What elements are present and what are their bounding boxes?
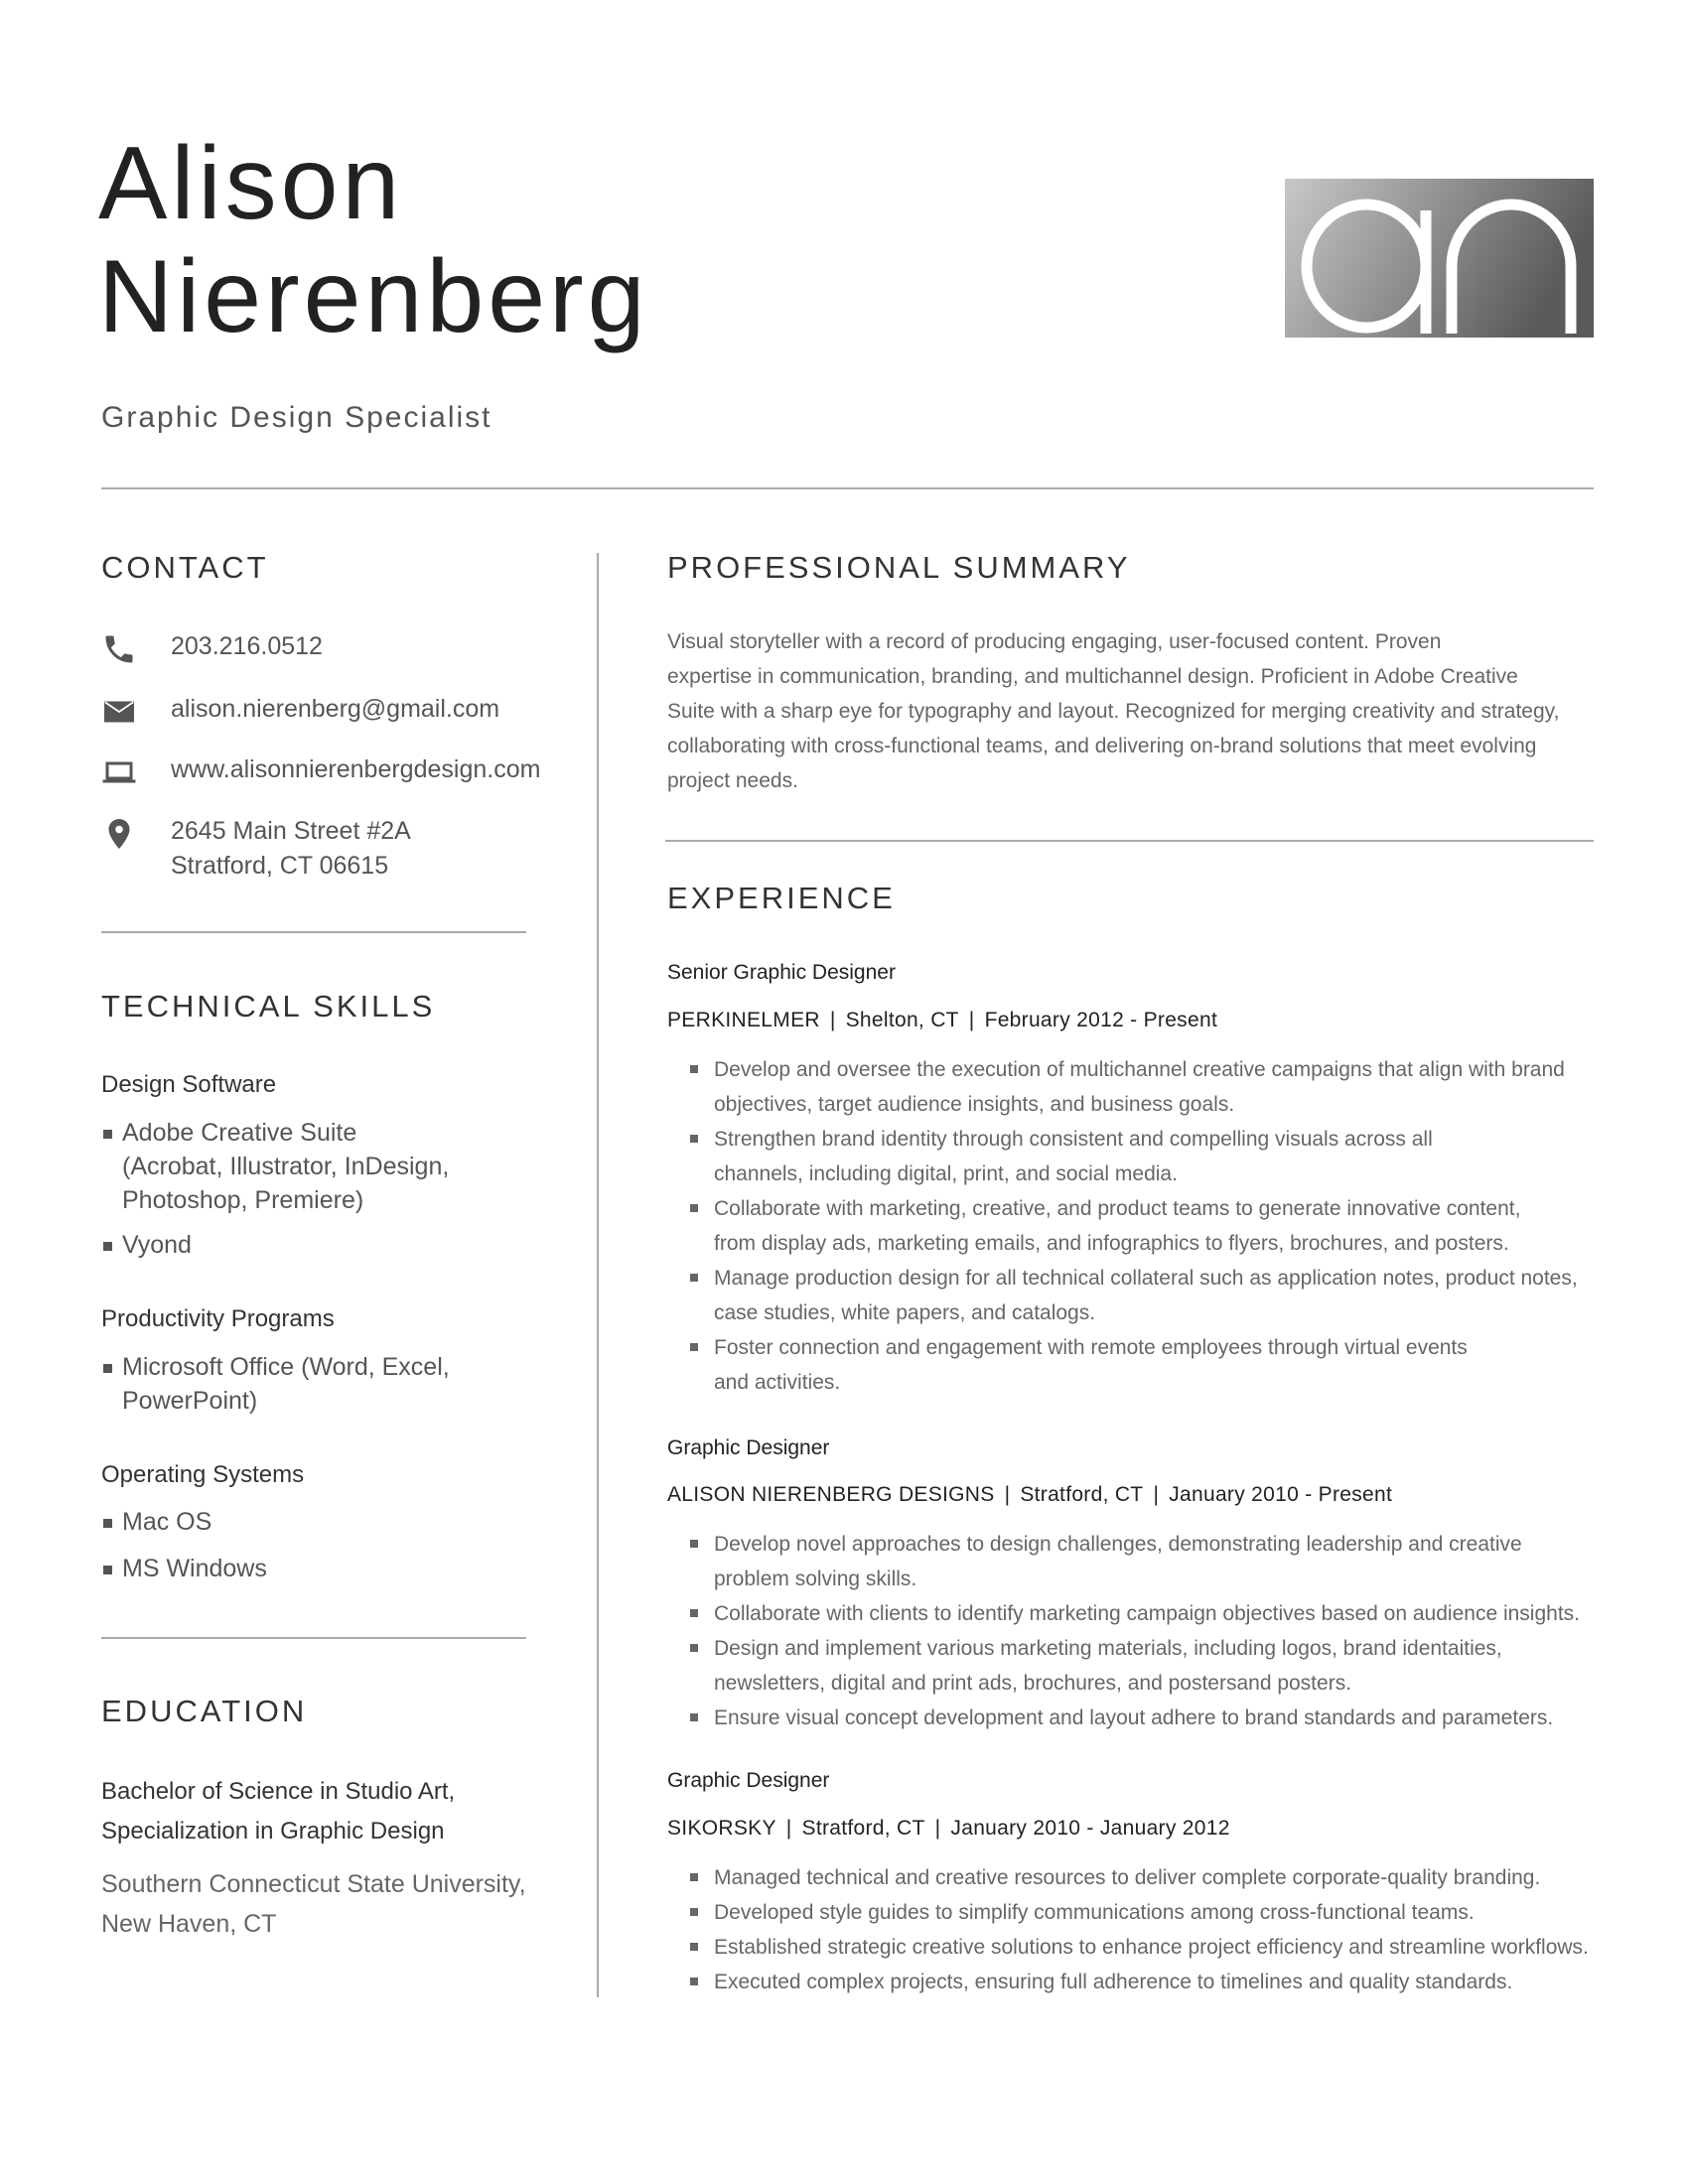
skill-item-line: (Acrobat, Illustrator, InDesign, [122, 1153, 450, 1180]
list-item: Collaborate with marketing, creative, and product teams to generate innovative content, from display ads, marketing emails, and infographics to flyers, brochures, and posters. [689, 1191, 1593, 1261]
skill-item-line: Vyond [122, 1231, 192, 1259]
candidate-name [98, 127, 649, 353]
monogram-logo [1285, 179, 1594, 338]
contact-address [101, 814, 411, 884]
job-title: Senior Graphic Designer [667, 961, 896, 984]
job-dates: January 2010 - January 2012 [950, 1817, 1230, 1840]
list-item: Ensure visual concept development and layout adhere to brand standards and parameters. [689, 1701, 1593, 1735]
website-url[interactable]: www.alisonnierenbergdesign.com [171, 755, 541, 783]
list-item: Developed style guides to simplify communications among cross-functional teams. [689, 1895, 1593, 1930]
summary-line: collaborating with cross-functional teams, and delivering on-brand solutions that meet evolving [667, 735, 1537, 757]
summary-line: project needs. [667, 769, 798, 792]
skill-item-line: Mac OS [122, 1508, 212, 1536]
list-item: Managed technical and creative resources to deliver complete corporate-quality branding. [689, 1860, 1593, 1895]
company-name: PERKINELMER [667, 1009, 820, 1031]
summary-heading: PROFESSIONAL SUMMARY [667, 550, 1131, 585]
job-meta: SIKORSKY | Stratford, CT | January 2010 - January 2012 [667, 1817, 1230, 1840]
list-item: Develop novel approaches to design challenges, demonstrating leadership and creative problem solving skills. [689, 1527, 1593, 1596]
degree-line: Bachelor of Science in Studio Art, [101, 1778, 456, 1805]
school [101, 1864, 558, 1944]
contact-email [101, 692, 499, 730]
list-item: Executed complex projects, ensuring full adherence to timelines and quality standards. [689, 1965, 1593, 1999]
skills-heading: TECHNICAL SKILLS [101, 989, 436, 1024]
skill-group-title: Operating Systems [101, 1461, 305, 1488]
experience-heading: EXPERIENCE [667, 881, 896, 915]
list-item: Foster connection and engagement with remote employees through virtual events and activities. [689, 1330, 1593, 1400]
skills-divider [101, 1637, 526, 1639]
job-bullets [689, 1860, 1593, 1999]
list-item: Established strategic creative solutions to enhance project efficiency and streamline workflows. [689, 1930, 1593, 1965]
address-line-1: 2645 Main Street #2A [171, 817, 411, 845]
contact-phone [101, 629, 323, 667]
job-title: Graphic Designer [667, 1769, 830, 1792]
list-item: Collaborate with clients to identify marketing campaign objectives based on audience insights. [689, 1596, 1593, 1631]
column-divider [597, 553, 599, 1997]
job-location: Shelton, CT [845, 1009, 959, 1031]
address-line-2: Stratford, CT 06615 [171, 852, 389, 880]
skill-item [101, 1116, 449, 1217]
email-address[interactable]: alison.nierenberg@gmail.com [171, 695, 500, 723]
company-name: SIKORSKY [667, 1817, 776, 1840]
location-pin-icon [101, 816, 137, 852]
header-divider [101, 487, 1594, 489]
degree-line: Specialization in Graphic Design [101, 1818, 445, 1844]
list-item: Strengthen brand identity through consistent and compelling visuals across all channels, including digital, print, and social media. [689, 1122, 1593, 1191]
school-line: New Haven, CT [101, 1910, 277, 1938]
job-subtitle: Graphic Design Specialist [101, 401, 492, 434]
phone-icon [101, 631, 137, 667]
summary-line: expertise in communication, branding, and multichannel design. Proficient in Adobe Creative [667, 665, 1518, 688]
skill-item-line: Microsoft Office (Word, Excel, [122, 1353, 450, 1381]
street-address [171, 814, 411, 884]
education-heading: EDUCATION [101, 1694, 308, 1728]
job-dates: February 2012 - Present [984, 1009, 1218, 1031]
envelope-icon [101, 694, 137, 730]
list-item: Manage production design for all technical collateral such as application notes, product notes, case studies, white papers, and catalogs. [689, 1261, 1593, 1330]
job-title: Graphic Designer [667, 1436, 830, 1459]
skill-group-title: Productivity Programs [101, 1305, 335, 1332]
job-bullets [689, 1527, 1593, 1735]
contact-heading: CONTACT [101, 550, 269, 585]
degree [101, 1772, 558, 1851]
laptop-icon [101, 754, 137, 790]
summary-line: Visual storyteller with a record of producing engaging, user-focused content. Proven [667, 630, 1442, 653]
skill-item-line: PowerPoint) [122, 1387, 258, 1415]
list-item: Design and implement various marketing materials, including logos, brand identaities, newsletters, digital and print ads, brochures, and postersand posters. [689, 1631, 1593, 1701]
school-line: Southern Connecticut State University, [101, 1870, 526, 1898]
job-meta: ALISON NIERENBERG DESIGNS | Stratford, CT | January 2010 - Present [667, 1483, 1393, 1506]
skill-item-line: MS Windows [122, 1555, 267, 1582]
summary-line: Suite with a sharp eye for typography and layout. Recognized for merging creativity and strategy, [667, 700, 1560, 723]
company-name: ALISON NIERENBERG DESIGNS [667, 1483, 995, 1506]
summary-divider [665, 840, 1594, 842]
job-dates: January 2010 - Present [1169, 1483, 1393, 1506]
skill-item [101, 1350, 450, 1418]
contact-divider [101, 931, 526, 933]
contact-website [101, 752, 540, 790]
skill-item-line: Adobe Creative Suite [122, 1119, 357, 1147]
skill-item [101, 1228, 192, 1262]
job-location: Stratford, CT [801, 1817, 925, 1840]
job-location: Stratford, CT [1020, 1483, 1144, 1506]
skill-group-title: Design Software [101, 1071, 277, 1098]
list-item: Develop and oversee the execution of multichannel creative campaigns that align with brand objectives, target audience insights, and business goals. [689, 1052, 1593, 1122]
phone-number: 203.216.0512 [171, 632, 323, 660]
job-bullets [689, 1052, 1593, 1400]
skill-item [101, 1552, 267, 1585]
summary-text [667, 624, 1601, 798]
skill-item-line: Photoshop, Premiere) [122, 1186, 364, 1214]
last-name: Nierenberg [98, 239, 649, 354]
skill-item [101, 1505, 211, 1539]
job-meta: PERKINELMER | Shelton, CT | February 2012 - Present [667, 1009, 1218, 1031]
first-name: Alison [98, 126, 404, 241]
